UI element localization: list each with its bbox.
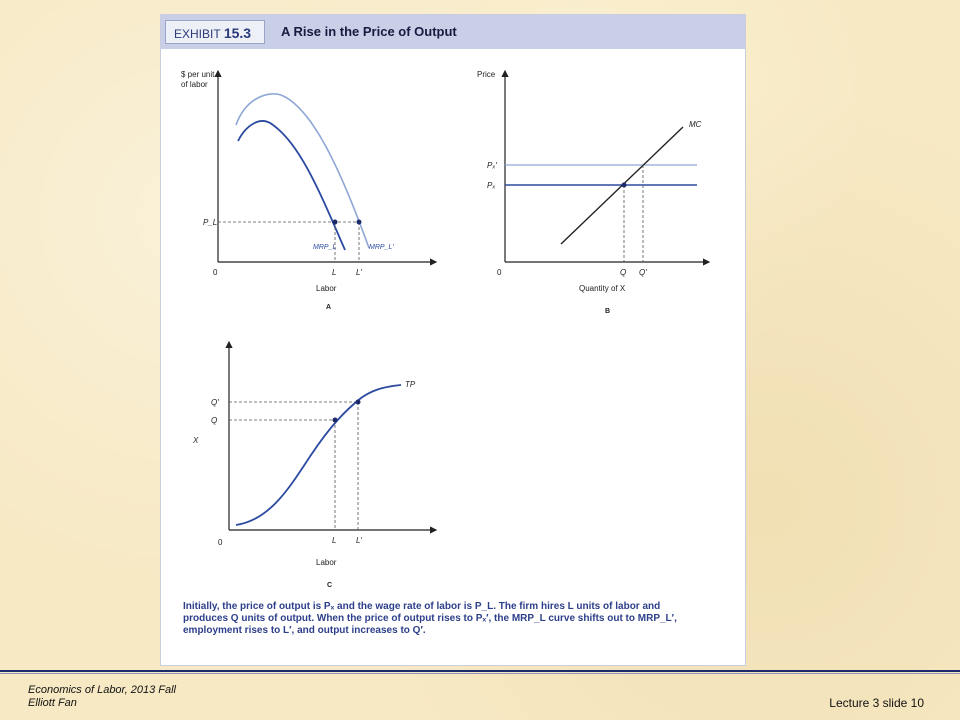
panel-b-y-label: Price bbox=[477, 70, 496, 79]
panel-a-origin: 0 bbox=[213, 268, 218, 277]
panel-b-tick-q-prime: Q′ bbox=[639, 268, 647, 277]
panel-c-y-label: X bbox=[193, 436, 199, 445]
panel-c-tick-l-prime: L′ bbox=[356, 536, 362, 545]
panel-a-letter: A bbox=[326, 304, 332, 311]
panel-a-point-l-prime bbox=[357, 220, 362, 225]
panel-a-tick-l-prime: L′ bbox=[356, 268, 362, 277]
mrp-l-prime-curve bbox=[236, 94, 369, 248]
panel-b-origin: 0 bbox=[497, 268, 502, 277]
panel-c-tick-q: Q bbox=[211, 416, 218, 425]
panel-c-tp-curve bbox=[236, 385, 401, 525]
caption-line: produces Q units of output. When the price of output rises to Pₓ′, the MRP_L curve shifts out to MRP_L′, bbox=[183, 613, 677, 624]
footer-author: Elliott Fan bbox=[28, 697, 77, 709]
footer-divider bbox=[0, 670, 960, 672]
panel-c bbox=[192, 342, 436, 589]
panel-b bbox=[477, 70, 709, 315]
panel-b-px-label: Pₓ bbox=[487, 181, 496, 190]
panel-c-tick-q-prime: Q′ bbox=[211, 398, 219, 407]
panel-b-mc-label: MC bbox=[689, 120, 702, 129]
panel-b-point-q bbox=[622, 183, 627, 188]
exhibit-title: A Rise in the Price of Output bbox=[281, 24, 457, 39]
footer-divider-thin bbox=[0, 673, 960, 674]
diagram-panels bbox=[161, 15, 745, 605]
panel-a-pl-label: P_L bbox=[203, 218, 218, 227]
panel-b-tick-q: Q bbox=[620, 268, 627, 277]
panel-c-tick-l: L bbox=[332, 536, 337, 545]
caption-line: Initially, the price of output is Pₓ and the wage rate of labor is P_L. The firm hires L units of labor and bbox=[183, 601, 661, 612]
panel-a-point-l bbox=[333, 220, 338, 225]
panel-c-origin: 0 bbox=[218, 538, 223, 547]
panel-c-letter: C bbox=[327, 582, 333, 589]
panel-c-tp-label: TP bbox=[405, 380, 416, 389]
caption-line: employment rises to L′, and output increases to Q′. bbox=[183, 625, 426, 636]
panel-c-x-label: Labor bbox=[316, 558, 337, 567]
panel-b-letter: B bbox=[605, 308, 611, 315]
footer-course-info bbox=[28, 684, 176, 710]
panel-c-point-q bbox=[333, 418, 338, 423]
panel-a bbox=[181, 70, 436, 311]
exhibit-figure bbox=[160, 14, 746, 666]
panel-a-mrp-label: MRP_L bbox=[313, 244, 337, 251]
exhibit-label-number: 15.3 bbox=[223, 25, 252, 41]
panel-b-x-label: Quantity of X bbox=[579, 284, 626, 293]
panel-c-point-q-prime bbox=[356, 400, 361, 405]
footer-course: Economics of Labor, 2013 Fall bbox=[28, 684, 176, 696]
panel-b-px-prime-label: Pₓ′ bbox=[487, 161, 497, 170]
panel-a-mrp-prime-label: MRP_L′ bbox=[369, 244, 394, 251]
slide-number: Lecture 3 slide 10 bbox=[829, 696, 924, 710]
exhibit-label-prefix: EXHIBIT bbox=[174, 27, 221, 41]
panel-a-y-label-line2: of labor bbox=[181, 80, 208, 89]
panel-a-tick-l: L bbox=[332, 268, 337, 277]
exhibit-caption bbox=[183, 601, 723, 637]
panel-a-y-label-line1: $ per unit bbox=[181, 70, 215, 79]
panel-a-x-label: Labor bbox=[316, 284, 337, 293]
mrp-l-curve bbox=[238, 121, 345, 250]
